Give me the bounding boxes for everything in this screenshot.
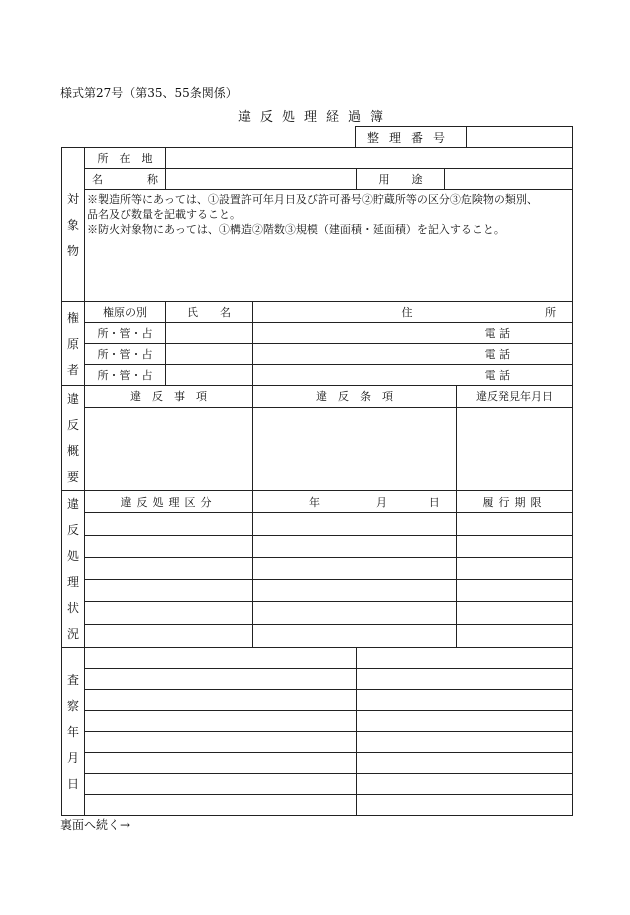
inspection-cell-left[interactable]: [85, 774, 357, 795]
handling-row: [62, 580, 573, 602]
handling-date-cell[interactable]: [253, 580, 457, 602]
rights-name-cell[interactable]: [166, 365, 253, 386]
handling-category-cell[interactable]: [85, 602, 253, 624]
record-form-table: [61, 147, 573, 816]
handling-deadline-cell[interactable]: [457, 513, 573, 535]
handling-category-cell[interactable]: [85, 513, 253, 535]
inspection-row: [62, 753, 573, 774]
rights-type-cell[interactable]: 所・管・占: [85, 365, 166, 386]
target-note[interactable]: ※製造所等にあっては、①設置許可年月日及び許可番号②貯蔵所等の区分③危険物の類別、 品名及び数量を記載すること。 ※防火対象物にあっては、①構造②階数③規模（建面積・延面積）を記入すること。: [85, 190, 573, 302]
inspection-row: [62, 774, 573, 795]
inspection-cell-right[interactable]: [357, 753, 573, 774]
inspection-row: [62, 669, 573, 690]
form-title: 違反処理経過簿: [237, 110, 392, 125]
handling-deadline-cell[interactable]: [457, 624, 573, 647]
number-row-table: [355, 126, 573, 148]
handling-row: [62, 513, 573, 535]
handling-date-cell[interactable]: [253, 624, 457, 647]
inspection-side-label: 査 察 年 月 日: [62, 648, 85, 816]
handling-deadline-cell[interactable]: [457, 580, 573, 602]
usage-label: 用 途: [357, 169, 445, 190]
rights-address-header: 住 所: [253, 302, 573, 323]
inspection-cell-left[interactable]: [85, 795, 357, 816]
inspection-cell-right[interactable]: [357, 648, 573, 669]
handling-date-cell[interactable]: [253, 557, 457, 579]
violation-date-header: 違反発見年月日: [457, 386, 573, 408]
handling-category-cell[interactable]: [85, 557, 253, 579]
rights-name-cell[interactable]: [166, 344, 253, 365]
rights-name-cell[interactable]: [166, 323, 253, 344]
handling-row: [62, 557, 573, 579]
inspection-row: [62, 732, 573, 753]
handling-date-cell[interactable]: [253, 513, 457, 535]
location-label: 所 在 地: [85, 148, 166, 169]
handling-row: [62, 624, 573, 647]
violation-matter-field[interactable]: [85, 407, 253, 490]
inspection-cell-right[interactable]: [357, 669, 573, 690]
violation-date-field[interactable]: [457, 407, 573, 490]
rights-row: [62, 365, 573, 386]
handling-deadline-cell[interactable]: [457, 535, 573, 557]
rights-address-cell[interactable]: 電 話: [253, 365, 573, 386]
handling-deadline-cell[interactable]: [457, 557, 573, 579]
inspection-row: [62, 795, 573, 816]
handling-category-header: 違反処理区分: [85, 491, 253, 513]
handling-deadline-header: 履行期限: [457, 491, 573, 513]
inspection-cell-left[interactable]: [85, 669, 357, 690]
handling-category-cell[interactable]: [85, 624, 253, 647]
inspection-cell-right[interactable]: [357, 711, 573, 732]
rights-type-header: 権原の別: [85, 302, 166, 323]
violation-article-field[interactable]: [253, 407, 457, 490]
rights-row: [62, 344, 573, 365]
handling-date-cell[interactable]: [253, 535, 457, 557]
violation-summary-side-label: 違 反 概 要: [62, 386, 85, 491]
rights-address-cell[interactable]: 電 話: [253, 344, 573, 365]
form-code: 様式第27号（第35、55条関係）: [60, 86, 238, 100]
handling-row: [62, 535, 573, 557]
inspection-cell-left[interactable]: [85, 753, 357, 774]
usage-field[interactable]: [445, 169, 573, 190]
rights-holder-side-label: 権 原 者: [62, 302, 85, 386]
inspection-cell-left[interactable]: [85, 690, 357, 711]
violation-article-header: 違 反 条 項: [253, 386, 457, 408]
handling-deadline-cell[interactable]: [457, 602, 573, 624]
name-label: 名 称: [85, 169, 166, 190]
handling-date-cell[interactable]: [253, 602, 457, 624]
handling-category-cell[interactable]: [85, 535, 253, 557]
rights-type-cell[interactable]: 所・管・占: [85, 344, 166, 365]
inspection-row: [62, 711, 573, 732]
violation-matter-header: 違 反 事 項: [85, 386, 253, 408]
location-field[interactable]: [166, 148, 573, 169]
target-side-label: 対 象 物: [62, 148, 85, 302]
handling-category-cell[interactable]: [85, 580, 253, 602]
name-field[interactable]: [166, 169, 357, 190]
continue-note: 裏面へ続く→: [60, 818, 131, 832]
inspection-row: [62, 690, 573, 711]
inspection-cell-right[interactable]: [357, 774, 573, 795]
handling-date-header: 年 月 日: [253, 491, 457, 513]
inspection-cell-right[interactable]: [357, 690, 573, 711]
number-field[interactable]: [467, 127, 573, 148]
inspection-cell-right[interactable]: [357, 732, 573, 753]
violation-handling-side-label: 違 反 処 理 状 況: [62, 491, 85, 648]
inspection-cell-right[interactable]: [357, 795, 573, 816]
inspection-cell-left[interactable]: [85, 711, 357, 732]
rights-type-cell[interactable]: 所・管・占: [85, 323, 166, 344]
rights-row: [62, 323, 573, 344]
handling-row: [62, 602, 573, 624]
rights-address-cell[interactable]: 電 話: [253, 323, 573, 344]
inspection-cell-left[interactable]: [85, 732, 357, 753]
inspection-cell-left[interactable]: [85, 648, 357, 669]
number-label: 整理番号: [356, 127, 467, 148]
rights-name-header: 氏 名: [166, 302, 253, 323]
